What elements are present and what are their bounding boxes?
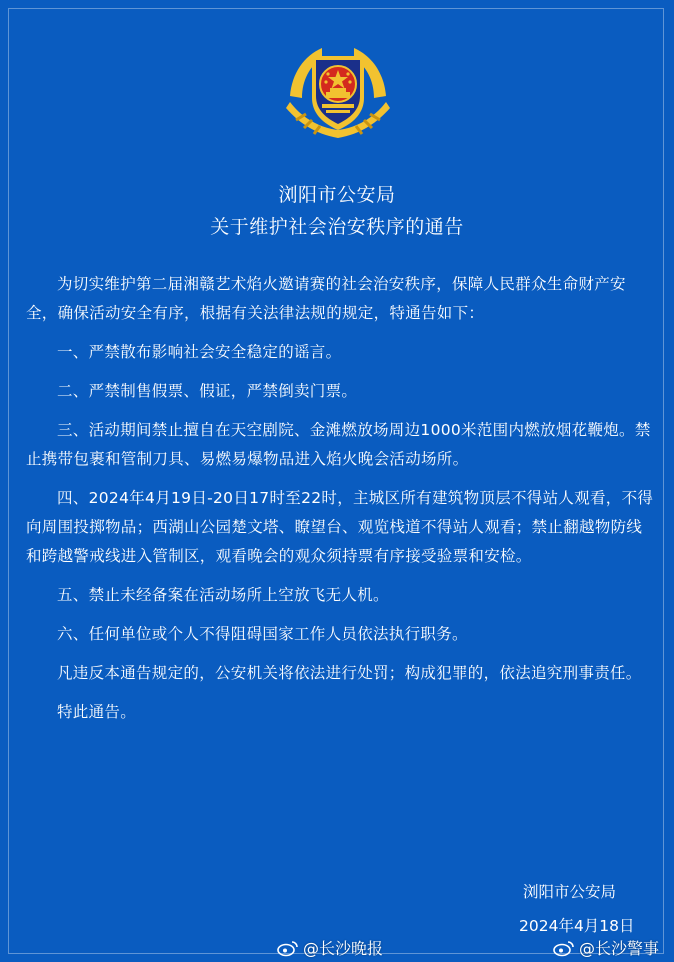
paragraph-intro: 为切实维护第二届湘赣艺术焰火邀请赛的社会治安秩序，保障人民群众生命财产安全，确保活动安全有序，根据有关法律法规的规定，特通告如下：	[26, 275, 626, 322]
paragraph-item-3: 三、活动期间禁止擅自在天空剧院、金滩燃放场周边1000米范围内燃放烟花鞭炮。禁止携带包裹和管制刀具、易燃易爆物品进入焰火晚会活动场所。	[26, 421, 651, 468]
weibo-icon	[277, 939, 299, 957]
paragraph-closing: 特此通告。	[57, 703, 137, 721]
watermark-left	[277, 936, 383, 959]
watermark-right-text: @长沙警事	[579, 939, 660, 958]
paragraph-item-5: 五、禁止未经备案在活动场所上空放飞无人机。	[57, 586, 389, 604]
paragraph-item-4: 四、2024年4月19日-20日17时至22时，主城区所有建筑物顶层不得站人观看，不得向周围投掷物品；西湖山公园楚文塔、瞭望台、观览栈道不得站人观看；禁止翻越物防线和跨越警戒线进入管制区，观看晚会的观众须持票有序接受验票和安检。	[26, 489, 654, 565]
watermark-right	[553, 936, 659, 959]
watermark-left-text: @长沙晚报	[303, 939, 384, 958]
paragraph-item-6: 六、任何单位或个人不得阻碍国家工作人员依法执行职务。	[57, 625, 468, 643]
weibo-icon	[553, 939, 575, 957]
notice-title: 关于维护社会治安秩序的通告	[210, 216, 464, 238]
police-emblem-icon	[282, 38, 394, 150]
paragraph-item-2: 二、严禁制售假票、假证，严禁倒卖门票。	[57, 382, 358, 400]
paragraph-penalty: 凡违反本通告规定的，公安机关将依法进行处罚；构成犯罪的，依法追究刑事责任。	[57, 664, 642, 682]
paragraph-item-1: 一、严禁散布影响社会安全稳定的谣言。	[57, 343, 342, 361]
notice-body	[26, 270, 654, 737]
signature-org: 浏阳市公安局	[523, 883, 617, 901]
signature-date: 2024年4月18日	[519, 917, 635, 935]
notice-issuer: 浏阳市公安局	[278, 184, 396, 206]
